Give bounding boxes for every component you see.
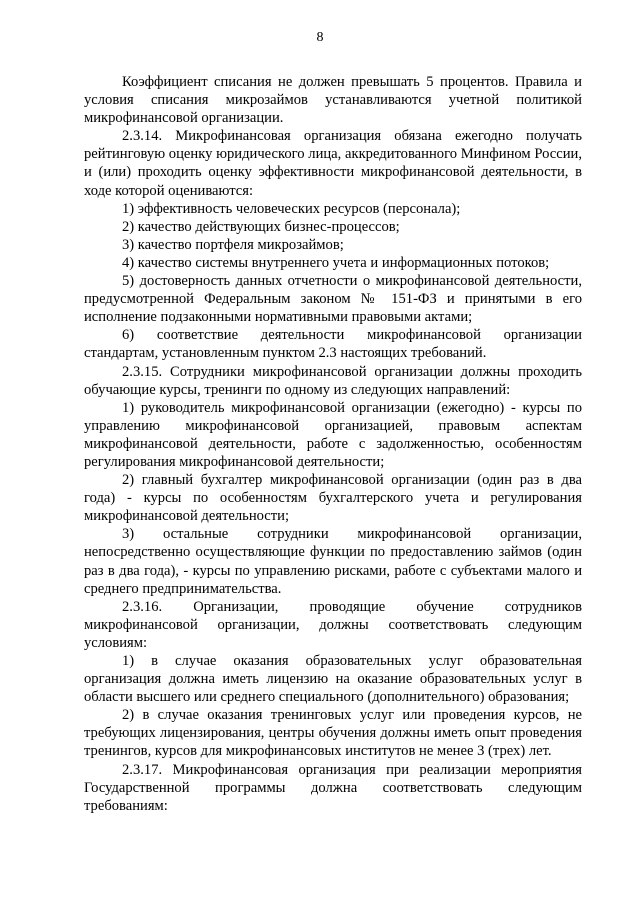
- list-item-accounting-system: 4) качество системы внутреннего учета и информационных потоков;: [122, 254, 550, 271]
- list-item-business-processes: 2) качество действующих бизнес-процессов;: [122, 218, 400, 235]
- list-item-human-resources: 1) эффективность человеческих ресурсов (персонала);: [122, 200, 461, 217]
- list-item-staff-training: 3) остальные сотрудники микрофинансовой организации, непосредственно осуществляющие функции по предоставлению займов (один раз в два года), - курсы по управлению рисками, работе с субъектами малого и среднего предпринимательства.: [84, 526, 582, 597]
- list-item-loan-portfolio: 3) качество портфеля микрозаймов;: [122, 236, 344, 253]
- list-item-accountant-training: 2) главный бухгалтер микрофинансовой организации (один раз в два года) - курсы по особенностям бухгалтерского учета и регулирования микрофинансовой деятельности;: [84, 472, 582, 525]
- paragraph-write-off-coefficient: Коэффициент списания не должен превышать 5 процентов. Правила и условия списания микрозаймов устанавливаются учетной политикой микрофинансовой организации.: [84, 74, 582, 127]
- list-item-standards-compliance: 6) соответствие деятельности микрофинансовой организации стандартам, установленным пунктом 2.3 настоящих требований.: [84, 327, 582, 362]
- paragraph-2-3-16: 2.3.16. Организации, проводящие обучение сотрудников микрофинансовой организации, должны соответствовать следующим условиям:: [84, 598, 582, 651]
- document-body: [84, 73, 582, 815]
- paragraph-2-3-17: 2.3.17. Микрофинансовая организация при реализации мероприятия Государственной программы должна соответствовать следующим требованиям:: [84, 761, 582, 814]
- list-item-training-experience: 2) в случае оказания тренинговых услуг или проведения курсов, не требующих лицензирования, центры обучения должны иметь опыт проведения тренингов, курсов для микрофинансовых институтов не менее 3 (трех) лет.: [84, 707, 582, 760]
- list-item-director-training: 1) руководитель микрофинансовой организации (ежегодно) - курсы по управлению микрофинансовой организацией, правовым аспектам микрофинансовой деятельности, работе с задолженностью, особенностям регулирования микрофинансовой деятельности;: [84, 399, 582, 470]
- paragraph-2-3-15: 2.3.15. Сотрудники микрофинансовой организации должны проходить обучающие курсы, тренинги по одному из следующих направлений:: [84, 363, 582, 398]
- list-item-reporting-reliability: 5) достоверность данных отчетности о микрофинансовой деятельности, предусмотренной Федеральным законом № 151-ФЗ и принятыми в его исполнение подзаконными нормативными правовыми актами;: [84, 273, 582, 326]
- list-item-educational-license: 1) в случае оказания образовательных услуг образовательная организация должна иметь лицензию на оказание образовательных услуг в области высшего или среднего специального (дополнительного) образования;: [84, 653, 582, 706]
- paragraph-2-3-14: 2.3.14. Микрофинансовая организация обязана ежегодно получать рейтинговую оценку юридического лица, аккредитованного Минфином России, и (или) проходить оценку эффективности микрофинансовой деятельности, в ходе которой оцениваются:: [84, 128, 582, 199]
- page-number: 8: [316, 30, 324, 45]
